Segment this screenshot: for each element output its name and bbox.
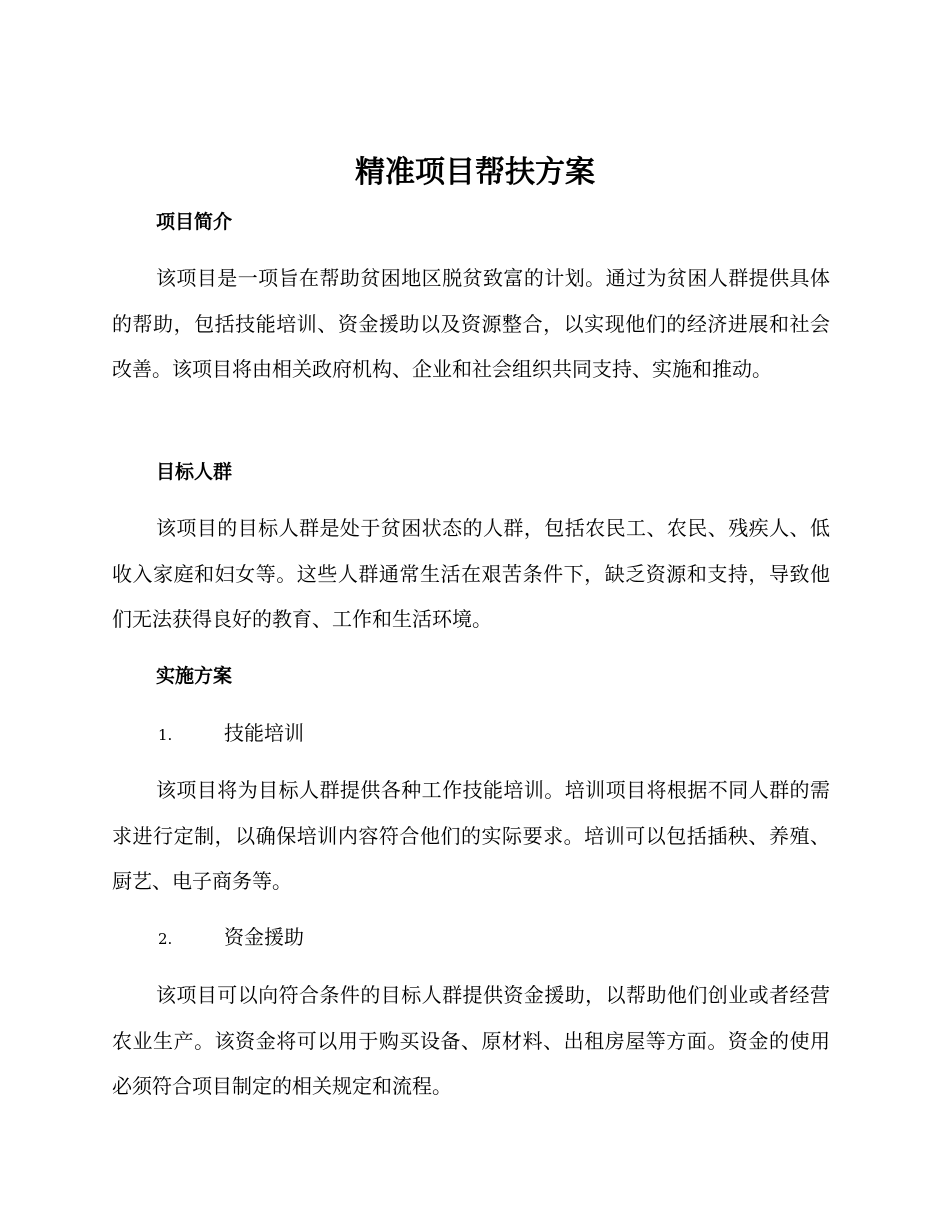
section-heading-intro: 项目简介	[156, 211, 233, 233]
section-paragraph-intro: 该项目是一项旨在帮助贫困地区脱贫致富的计划。通过为贫困人群提供具体的帮助，包括技能培训、资金援助以及资源整合，以实现他们的经济进展和社会改善。该项目将由相关政府机构、企业和社会组织共同支持、实施和推动。	[112, 266, 830, 381]
list-item-label: 资金援助	[224, 925, 304, 949]
list-item-funding	[158, 922, 304, 954]
section-heading-plan: 实施方案	[156, 665, 233, 687]
list-item-paragraph-skills: 该项目将为目标人群提供各种工作技能培训。培训项目将根据不同人群的需求进行定制，以确保培训内容符合他们的实际要求。培训可以包括插秧、养殖、厨艺、电子商务等。	[112, 778, 830, 893]
document-title: 精准项目帮扶方案	[355, 155, 595, 190]
section-heading-target: 目标人群	[156, 461, 233, 483]
list-item-skills	[158, 718, 304, 750]
list-item-paragraph-funding: 该项目可以向符合条件的目标人群提供资金援助，以帮助他们创业或者经营农业生产。该资金将可以用于购买设备、原材料、出租房屋等方面。资金的使用必须符合项目制定的相关规定和流程。	[112, 983, 830, 1098]
list-item-label: 技能培训	[224, 721, 304, 745]
list-item-number: 2.	[158, 930, 173, 948]
section-paragraph-target: 该项目的目标人群是处于贫困状态的人群，包括农民工、农民、残疾人、低收入家庭和妇女等。这些人群通常生活在艰苦条件下，缺乏资源和支持，导致他们无法获得良好的教育、工作和生活环境。	[112, 516, 830, 631]
list-item-number: 1.	[158, 726, 173, 744]
